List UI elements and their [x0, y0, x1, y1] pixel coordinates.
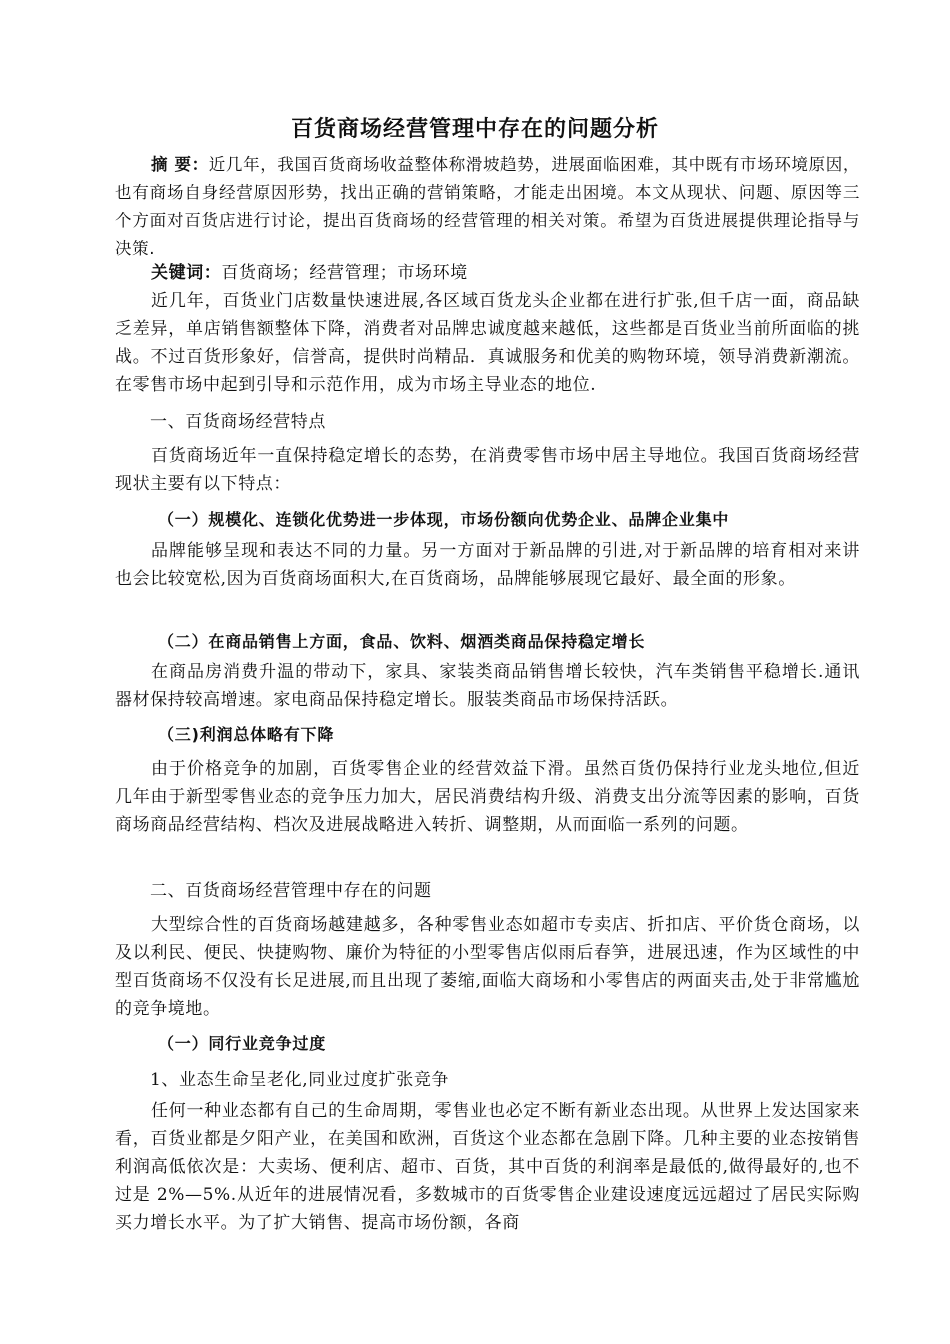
section1-sub3-heading: （三)利润总体略有下降 [158, 725, 335, 744]
keywords-text: 百货商场；经营管理；市场环境 [221, 263, 468, 283]
abstract-text: 近几年，我国百货商场收益整体称滑坡趋势，进展面临困难，其中既有市场环境原因，也有商场自身经营原因形势，找出正确的营销策略，才能走出困境。本文从现状、问题、原因等三个方面对百货店进行讨论，提出百货商场的经营管理的相关对策。希望为百货进展提供理论指导与决策. [115, 155, 860, 258]
section2-heading: 二、百货商场经营管理中存在的问题 [150, 881, 432, 901]
section1-sub3-paragraph: 由于价格竞争的加剧，百货零售企业的经营效益下滑。虽然百货仍保持行业龙头地位,但近几年由于新型零售业态的竞争压力加大，居民消费结构升级、消费支出分流等因素的影响，百货商场商品经营结构、档次及进展战略进入转折、调整期，从而面临一系列的问题。 [115, 759, 860, 835]
section1-sub1-heading: （一）规模化、连锁化优势进一步体现，市场份额向优势企业、品牌企业集中 [158, 510, 730, 529]
document-title: 百货商场经营管理中存在的问题分析 [290, 116, 659, 142]
section1-sub1-paragraph: 品牌能够呈现和表达不同的力量。另一方面对于新品牌的引进,对于新品牌的培育相对来讲也会比较宽松,因为百货商场面积大,在百货商场，品牌能够展现它最好、最全面的形象。 [115, 541, 860, 589]
section1-paragraph: 百货商场近年一直保持稳定增长的态势，在消费零售市场中居主导地位。我国百货商场经营现状主要有以下特点： [115, 446, 860, 494]
section1-sub2-heading: （二）在商品销售上方面，食品、饮料、烟酒类商品保持稳定增长 [158, 632, 646, 651]
section2-sub1-heading: （一）同行业竞争过度 [158, 1034, 327, 1053]
keywords-line [115, 259, 860, 287]
section2-item1-paragraph: 任何一种业态都有自己的生命周期，零售业也必定不断有新业态出现。从世界上发达国家来看，百货业都是夕阳产业，在美国和欧洲，百货这个业态都在急剧下降。几种主要的业态按销售利润高低依次是：大卖场、便利店、超市、百货，其中百货的利润率是最低的,做得最好的,也不过是 2%—5%.从近年的进展情况看，多数城市的百货零售企业建设速度远远超过了居民实际购买力增长水平。为了扩大销售、提高市场份额，各商 [115, 1101, 860, 1233]
section2-paragraph: 大型综合性的百货商场越建越多，各种零售业态如超市专卖店、折扣店、平价货仓商场，以及以利民、便民、快捷购物、廉价为特征的小型零售店似雨后春笋，进展迅速，作为区域性的中型百货商场不仅没有长足进展,而且出现了萎缩,面临大商场和小零售店的两面夹击,处于非常尴尬的竞争境地。 [115, 915, 860, 1019]
section2-item1-heading: 1、业态生命呈老化,同业过度扩张竞争 [150, 1070, 450, 1090]
keywords-label: 关键词： [151, 263, 222, 283]
abstract-paragraph [115, 151, 860, 263]
section1-sub2-paragraph: 在商品房消费升温的带动下，家具、家装类商品销售增长较快，汽车类销售平稳增长.通讯器材保持较高增速。家电商品保持稳定增长。服装类商品市场保持活跃。 [115, 662, 860, 710]
abstract-label: 摘 要： [151, 155, 209, 174]
section1-heading: 一、百货商场经营特点 [150, 412, 326, 432]
intro-paragraph: 近几年，百货业门店数量快速进展,各区域百货龙头企业都在进行扩张,但千店一面，商品缺乏差异，单店销售额整体下降，消费者对品牌忠诚度越来越低，这些都是百货业当前所面临的挑战。不过百货形象好，信誉高，提供时尚精品．真诚服务和优美的购物环境，领导消费新潮流。在零售市场中起到引导和示范作用，成为市场主导业态的地位. [115, 291, 860, 395]
